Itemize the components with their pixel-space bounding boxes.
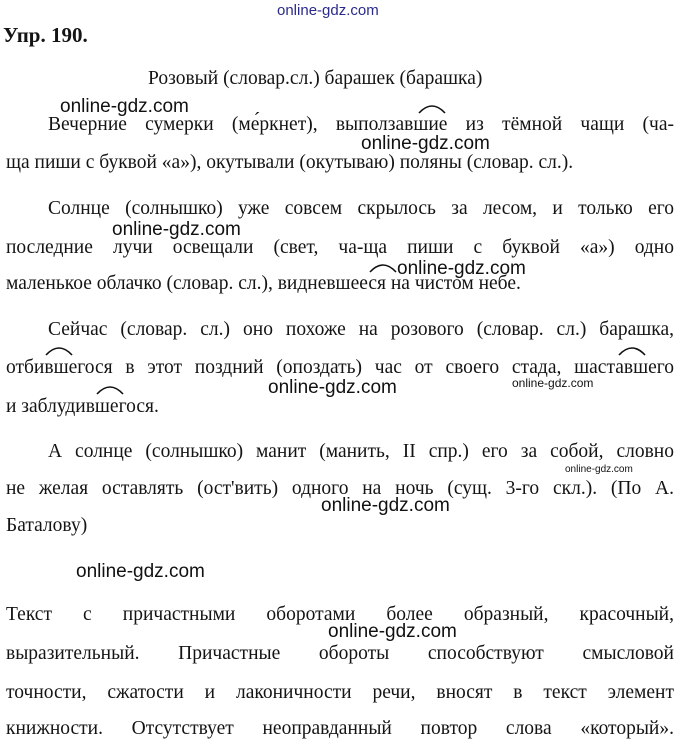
p2-line-1: Солнце (солнышко) уже совсем скрылось за лесом, и только его (48, 198, 674, 219)
suffix-arc-mark (417, 101, 447, 115)
p2-line-2: последние лучи освещали (свет, ча-ща пиши с буквой «а») одно (6, 237, 674, 258)
p1-line-1: Вечерние сумерки (ме́ркнет), выползавшие из тёмной чащи (ча- (48, 114, 674, 135)
p3-line-2: отбившегося в этот поздний (опоздать) час от своего стада, шаставшего (6, 357, 674, 378)
watermark: online-gdz.com (268, 377, 397, 398)
p4-line-1: А солнце (солнышко) манит (манить, II спр.) его за собой, словно (48, 441, 674, 462)
p4-line-3: Баталову) (6, 515, 88, 536)
p3-line-1: Сейчас (словар. сл.) оно похоже на розового (словар. сл.) барашка, (48, 319, 674, 340)
p5-line-2: выразительный. Причастные обороты способствуют смысловой (6, 643, 674, 664)
text-title: Розовый (словар.сл.) барашек (барашка) (148, 68, 483, 89)
suffix-arc-mark (617, 343, 647, 357)
watermark: online-gdz.com (112, 219, 241, 240)
suffix-arc-mark (95, 382, 125, 396)
p5-line-3: точности, сжатости и лаконичности речи, вносят в текст элемент (6, 682, 674, 703)
p2-line-3: маленькое облачко (словар. сл.), видневшееся на чистом небе. (6, 273, 521, 294)
watermark: online-gdz.com (60, 96, 189, 117)
exercise-number: Упр. 190. (3, 23, 88, 47)
p5-line-1: Текст с причастными оборотами более образный, красочный, (6, 604, 674, 625)
watermark: online-gdz.com (397, 258, 526, 279)
p1-line-2: ща пиши с буквой «а»), окутывали (окутываю) поляны (словар. сл.). (6, 152, 574, 173)
suffix-arc-mark (368, 260, 398, 274)
watermark: online-gdz.com (321, 495, 450, 516)
watermark: online-gdz.com (328, 621, 457, 642)
suffix-arc-mark (44, 343, 74, 357)
watermark: online-gdz.com (76, 561, 205, 582)
watermark: online-gdz.com (565, 464, 633, 475)
p3-line-3: и заблудившегося. (6, 396, 159, 417)
watermark: online-gdz.com (512, 376, 594, 390)
p4-line-2: не желая оставлять (ост'вить) одного на ночь (сущ. 3-го скл.). (По А. (6, 478, 674, 499)
site-watermark-top: online-gdz.com (277, 2, 379, 19)
p5-line-4: книжности. Отсутствует неоправданный повтор слова «который». (6, 718, 674, 739)
watermark: online-gdz.com (361, 133, 490, 154)
